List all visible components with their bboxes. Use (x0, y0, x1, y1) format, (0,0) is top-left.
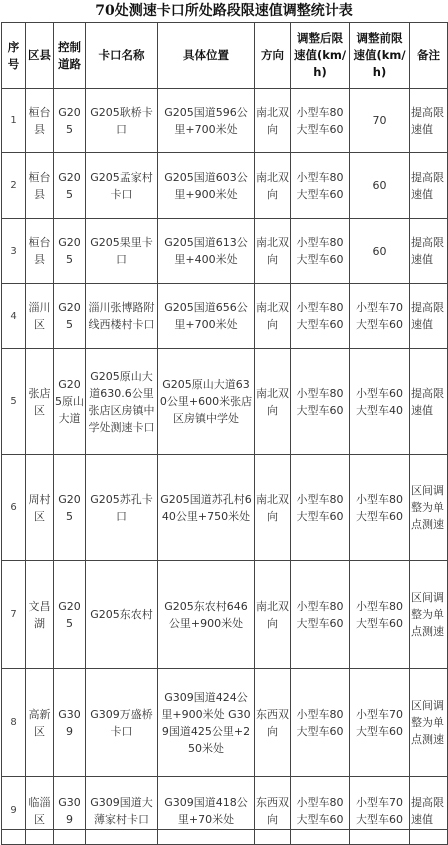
col-header-name: 卡口名称 (86, 23, 158, 89)
cell-seq: 3 (2, 219, 26, 284)
table-row (2, 561, 448, 669)
cell-note: 提高限速值 (410, 284, 448, 349)
table-row (2, 349, 448, 455)
cell-location: G205东农村646公里+900米处 (158, 561, 255, 669)
table-row (2, 153, 448, 219)
col-header-seq: 序号 (2, 23, 26, 89)
cell-seq: 9 (2, 777, 26, 845)
cell-before: 小型车70 大型车60 (350, 669, 410, 777)
col-header-after: 调整后限速值(km/h) (291, 23, 350, 89)
cell-direction: 南北双向 (255, 349, 291, 455)
table-row (2, 219, 448, 284)
cell-direction: 东西双向 (255, 669, 291, 777)
cell-note: 提高限速值 (410, 349, 448, 455)
cell-name: G309国道大薄家村卡口 (86, 777, 158, 845)
cell-note: 提高限速值 (410, 89, 448, 153)
cell-county: 文昌湖 (26, 561, 54, 669)
header-row (2, 23, 448, 89)
cell-county: 周村区 (26, 455, 54, 561)
cell-county: 桓台县 (26, 153, 54, 219)
cell-before: 70 (350, 89, 410, 153)
cell-before: 60 (350, 153, 410, 219)
cell-name: G205原山大道630.6公里张店区房镇中学处测速卡口 (86, 349, 158, 455)
cell-road: G205 (54, 219, 86, 284)
table-row (2, 455, 448, 561)
cell-before: 小型车70 大型车60 (350, 284, 410, 349)
cell-location: G205国道603公里+900米处 (158, 153, 255, 219)
table-row (2, 669, 448, 777)
cell-note: 提高限速值 (410, 219, 448, 284)
cell-location: G205国道613公里+400米处 (158, 219, 255, 284)
cell-direction: 东西双向 (255, 777, 291, 845)
cell-road: G205 (54, 561, 86, 669)
cell-after: 小型车80 大型车60 (291, 777, 350, 845)
speed-limit-table (1, 22, 448, 845)
cell-after: 小型车80 大型车60 (291, 153, 350, 219)
cell-after: 小型车80 大型车60 (291, 89, 350, 153)
cell-county: 高新区 (26, 669, 54, 777)
cell-county: 张店区 (26, 349, 54, 455)
cell-location: G205国道苏孔村640公里+750米处 (158, 455, 255, 561)
cell-direction: 南北双向 (255, 455, 291, 561)
cell-after: 小型车80 大型车60 (291, 284, 350, 349)
cell-note: 区间调整为单点测速 (410, 561, 448, 669)
cell-county: 淄川区 (26, 284, 54, 349)
col-header-direction: 方向 (255, 23, 291, 89)
cell-note: 区间调整为单点测速 (410, 669, 448, 777)
cell-before: 小型车60 大型车40 (350, 349, 410, 455)
cell-county: 桓台县 (26, 219, 54, 284)
cell-seq: 6 (2, 455, 26, 561)
cell-county: 桓台县 (26, 89, 54, 153)
cell-road: G205 (54, 89, 86, 153)
cell-road: G309 (54, 669, 86, 777)
cell-before: 60 (350, 219, 410, 284)
cell-road: G205 (54, 455, 86, 561)
cell-road: G205 (54, 153, 86, 219)
cell-name: G205耿桥卡口 (86, 89, 158, 153)
cell-seq: 7 (2, 561, 26, 669)
cell-direction: 南北双向 (255, 561, 291, 669)
cell-road: G205原山大道 (54, 349, 86, 455)
cell-location: G205国道656公里+700米处 (158, 284, 255, 349)
cell-after: 小型车80 大型车60 (291, 349, 350, 455)
col-header-county: 区县 (26, 23, 54, 89)
cell-location: G309国道424公里+900米处 G309国道425公里+250米处 (158, 669, 255, 777)
cell-seq: 2 (2, 153, 26, 219)
cell-after: 小型车80 大型车60 (291, 455, 350, 561)
col-header-location: 具体位置 (158, 23, 255, 89)
cell-name: G205东农村 (86, 561, 158, 669)
cell-name: G309万盛桥卡口 (86, 669, 158, 777)
cell-note: 区间调整为单点测速 (410, 455, 448, 561)
cell-direction: 南北双向 (255, 284, 291, 349)
cell-location: G205原山大道630公里+600米张店区房镇中学处 (158, 349, 255, 455)
cell-location: G309国道418公里+70米处 (158, 777, 255, 845)
next-row-edge (1, 829, 447, 841)
cell-after: 小型车80 大型车60 (291, 561, 350, 669)
col-header-road: 控制道路 (54, 23, 86, 89)
cell-direction: 南北双向 (255, 153, 291, 219)
cell-seq: 4 (2, 284, 26, 349)
cell-seq: 8 (2, 669, 26, 777)
col-header-before: 调整前限速值(km/h) (350, 23, 410, 89)
table-row (2, 284, 448, 349)
cell-before: 小型车80 大型车60 (350, 561, 410, 669)
cell-after: 小型车80 大型车60 (291, 219, 350, 284)
table-title: 70处测速卡口所处路段限速值调整统计表 (95, 3, 353, 19)
table-row (2, 89, 448, 153)
cell-location: G205国道596公里+700米处 (158, 89, 255, 153)
cell-name: 淄川张博路附线西楼村卡口 (86, 284, 158, 349)
cell-road: G309 (54, 777, 86, 845)
cell-note: 提高限速值 (410, 777, 448, 845)
cell-seq: 1 (2, 89, 26, 153)
col-header-note: 备注 (410, 23, 448, 89)
cell-seq: 5 (2, 349, 26, 455)
cell-name: G205孟家村卡口 (86, 153, 158, 219)
cell-county: 临淄区 (26, 777, 54, 845)
cell-direction: 南北双向 (255, 219, 291, 284)
cell-before: 小型车70 大型车60 (350, 777, 410, 845)
cell-name: G205苏孔卡口 (86, 455, 158, 561)
cell-name: G205果里卡口 (86, 219, 158, 284)
cell-before: 小型车80 大型车60 (350, 455, 410, 561)
cell-direction: 南北双向 (255, 89, 291, 153)
cell-road: G205 (54, 284, 86, 349)
cell-note: 提高限速值 (410, 153, 448, 219)
cell-after: 小型车80 大型车60 (291, 669, 350, 777)
